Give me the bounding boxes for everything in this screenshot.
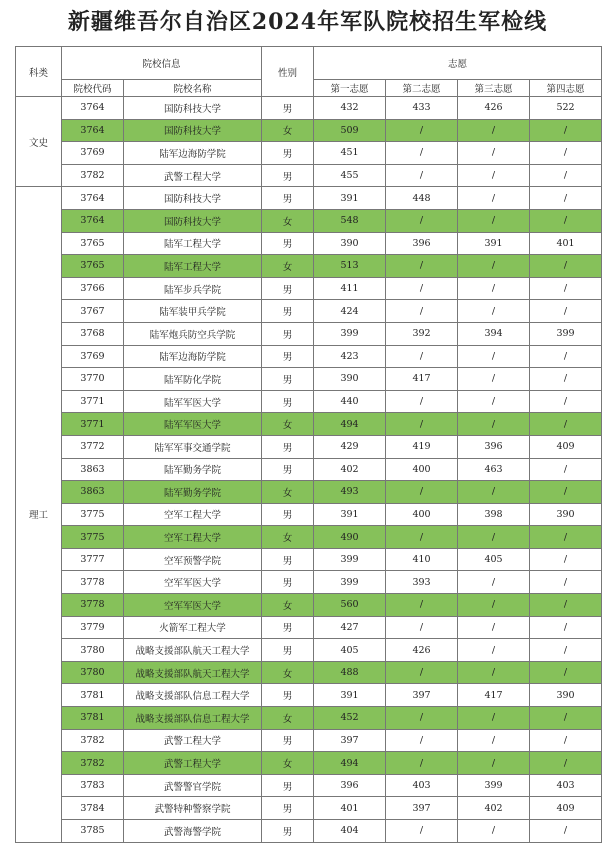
- cell-choice-3: 463: [458, 458, 530, 481]
- cell-choice-1: 399: [314, 322, 386, 345]
- cell-choice-2: 396: [386, 232, 458, 255]
- cell-name: 陆军边海防学院: [124, 345, 262, 368]
- cell-gender: 男: [262, 345, 314, 368]
- cell-name: 战略支援部队航天工程大学: [124, 639, 262, 662]
- cell-choice-3: /: [458, 526, 530, 549]
- cell-code: 3781: [62, 684, 124, 707]
- cell-name: 国防科技大学: [124, 97, 262, 120]
- cell-choice-3: /: [458, 164, 530, 187]
- table-row: [16, 481, 602, 504]
- cell-choice-2: /: [386, 390, 458, 413]
- cell-choice-3: /: [458, 119, 530, 142]
- table-row: [16, 661, 602, 684]
- table-row: [16, 187, 602, 210]
- cell-choice-2: /: [386, 345, 458, 368]
- cell-name: 陆军工程大学: [124, 232, 262, 255]
- cell-choice-2: /: [386, 142, 458, 165]
- cell-choice-3: 402: [458, 797, 530, 820]
- cell-choice-2: /: [386, 594, 458, 617]
- cell-choice-2: 419: [386, 435, 458, 458]
- cell-choice-1: 402: [314, 458, 386, 481]
- cell-name: 国防科技大学: [124, 209, 262, 232]
- cell-code: 3784: [62, 797, 124, 820]
- cell-choice-1: 548: [314, 209, 386, 232]
- table-row: [16, 435, 602, 458]
- cell-choice-4: /: [530, 187, 602, 210]
- cell-choice-1: 429: [314, 435, 386, 458]
- cell-gender: 男: [262, 458, 314, 481]
- cell-choice-3: /: [458, 300, 530, 323]
- table-row: [16, 142, 602, 165]
- cell-code: 3778: [62, 594, 124, 617]
- table-row: [16, 232, 602, 255]
- cell-choice-4: /: [530, 277, 602, 300]
- cell-choice-3: /: [458, 707, 530, 730]
- cell-code: 3764: [62, 209, 124, 232]
- header-code: 院校代码: [62, 80, 124, 97]
- table-row: [16, 458, 602, 481]
- cell-code: 3772: [62, 435, 124, 458]
- table-row: [16, 752, 602, 775]
- table-row: [16, 774, 602, 797]
- cell-name: 陆军工程大学: [124, 255, 262, 278]
- cell-gender: 男: [262, 616, 314, 639]
- cell-code: 3780: [62, 639, 124, 662]
- cell-choice-2: 400: [386, 503, 458, 526]
- cell-name: 武警特种警察学院: [124, 797, 262, 820]
- cell-choice-1: 391: [314, 684, 386, 707]
- cell-choice-4: 399: [530, 322, 602, 345]
- cell-code: 3779: [62, 616, 124, 639]
- cell-choice-4: /: [530, 729, 602, 752]
- cell-name: 武警工程大学: [124, 164, 262, 187]
- cell-choice-4: /: [530, 594, 602, 617]
- cell-choice-1: 424: [314, 300, 386, 323]
- table-row: [16, 548, 602, 571]
- cell-name: 战略支援部队信息工程大学: [124, 684, 262, 707]
- cell-name: 陆军勤务学院: [124, 481, 262, 504]
- cell-choice-1: 488: [314, 661, 386, 684]
- cell-choice-3: /: [458, 142, 530, 165]
- cell-code: 3765: [62, 255, 124, 278]
- cell-choice-2: 397: [386, 684, 458, 707]
- cell-choice-3: 417: [458, 684, 530, 707]
- cell-gender: 女: [262, 255, 314, 278]
- cell-choice-4: /: [530, 300, 602, 323]
- cell-name: 空军军医大学: [124, 594, 262, 617]
- cell-choice-3: /: [458, 345, 530, 368]
- table-row: [16, 164, 602, 187]
- table-row: [16, 571, 602, 594]
- cell-gender: 男: [262, 277, 314, 300]
- cell-gender: 男: [262, 639, 314, 662]
- cell-name: 空军工程大学: [124, 503, 262, 526]
- cell-choice-4: /: [530, 707, 602, 730]
- table-row: [16, 797, 602, 820]
- cell-code: 3770: [62, 368, 124, 391]
- cell-choice-3: /: [458, 187, 530, 210]
- table-row: [16, 209, 602, 232]
- cell-choice-4: /: [530, 820, 602, 843]
- cell-code: 3863: [62, 481, 124, 504]
- cell-choice-2: /: [386, 752, 458, 775]
- cell-choice-4: 409: [530, 435, 602, 458]
- table-row: [16, 684, 602, 707]
- cell-name: 陆军军事交通学院: [124, 435, 262, 458]
- cell-gender: 男: [262, 368, 314, 391]
- admission-score-table: [15, 46, 602, 843]
- cell-choice-1: 455: [314, 164, 386, 187]
- cell-code: 3771: [62, 413, 124, 436]
- cell-choice-1: 493: [314, 481, 386, 504]
- header-choice-2: 第二志愿: [386, 80, 458, 97]
- header-choice-1: 第一志愿: [314, 80, 386, 97]
- cell-choice-3: /: [458, 571, 530, 594]
- cell-choice-1: 440: [314, 390, 386, 413]
- cell-choice-3: /: [458, 594, 530, 617]
- cell-choice-4: /: [530, 209, 602, 232]
- cell-choice-1: 405: [314, 639, 386, 662]
- cell-gender: 男: [262, 232, 314, 255]
- cell-code: 3775: [62, 526, 124, 549]
- cell-choice-3: /: [458, 639, 530, 662]
- cell-code: 3775: [62, 503, 124, 526]
- table-row: [16, 707, 602, 730]
- cell-choice-3: /: [458, 277, 530, 300]
- cell-choice-2: 426: [386, 639, 458, 662]
- cell-choice-2: /: [386, 119, 458, 142]
- table-row: [16, 368, 602, 391]
- cell-gender: 男: [262, 322, 314, 345]
- cell-choice-2: /: [386, 300, 458, 323]
- table-row: [16, 594, 602, 617]
- cell-gender: 男: [262, 164, 314, 187]
- cell-choice-2: 397: [386, 797, 458, 820]
- cell-choice-1: 452: [314, 707, 386, 730]
- table-row: [16, 413, 602, 436]
- cell-choice-1: 396: [314, 774, 386, 797]
- cell-code: 3782: [62, 729, 124, 752]
- cell-choice-3: /: [458, 752, 530, 775]
- table-row: [16, 97, 602, 120]
- cell-choice-2: /: [386, 164, 458, 187]
- cell-choice-3: /: [458, 616, 530, 639]
- cell-choice-3: /: [458, 368, 530, 391]
- cell-choice-4: 522: [530, 97, 602, 120]
- cell-choice-2: 417: [386, 368, 458, 391]
- cell-choice-3: /: [458, 255, 530, 278]
- cell-choice-2: /: [386, 729, 458, 752]
- cell-choice-2: 400: [386, 458, 458, 481]
- cell-choice-2: 433: [386, 97, 458, 120]
- cell-gender: 女: [262, 481, 314, 504]
- category-wenshi: 文史: [16, 97, 62, 187]
- cell-choice-3: /: [458, 661, 530, 684]
- cell-choice-4: /: [530, 368, 602, 391]
- cell-choice-4: /: [530, 526, 602, 549]
- cell-choice-1: 399: [314, 571, 386, 594]
- cell-choice-4: /: [530, 548, 602, 571]
- cell-code: 3769: [62, 345, 124, 368]
- cell-choice-4: /: [530, 639, 602, 662]
- cell-code: 3769: [62, 142, 124, 165]
- header-choice-4: 第四志愿: [530, 80, 602, 97]
- cell-choice-2: /: [386, 661, 458, 684]
- cell-code: 3780: [62, 661, 124, 684]
- cell-gender: 男: [262, 571, 314, 594]
- cell-gender: 男: [262, 684, 314, 707]
- cell-gender: 女: [262, 707, 314, 730]
- cell-choice-4: 390: [530, 684, 602, 707]
- cell-gender: 男: [262, 774, 314, 797]
- cell-choice-2: /: [386, 526, 458, 549]
- cell-name: 武警海警学院: [124, 820, 262, 843]
- cell-code: 3767: [62, 300, 124, 323]
- cell-choice-1: 390: [314, 368, 386, 391]
- cell-gender: 女: [262, 661, 314, 684]
- cell-code: 3771: [62, 390, 124, 413]
- cell-name: 陆军步兵学院: [124, 277, 262, 300]
- cell-code: 3777: [62, 548, 124, 571]
- cell-gender: 男: [262, 390, 314, 413]
- cell-choice-4: /: [530, 142, 602, 165]
- cell-choice-4: /: [530, 571, 602, 594]
- cell-choice-3: /: [458, 209, 530, 232]
- cell-choice-4: /: [530, 413, 602, 436]
- cell-code: 3766: [62, 277, 124, 300]
- cell-choice-2: 392: [386, 322, 458, 345]
- cell-choice-3: 399: [458, 774, 530, 797]
- cell-code: 3781: [62, 707, 124, 730]
- cell-choice-1: 391: [314, 503, 386, 526]
- cell-choice-3: 394: [458, 322, 530, 345]
- cell-choice-2: /: [386, 820, 458, 843]
- table-row: [16, 300, 602, 323]
- cell-choice-3: /: [458, 729, 530, 752]
- cell-choice-2: 393: [386, 571, 458, 594]
- cell-choice-1: 427: [314, 616, 386, 639]
- cell-choice-1: 404: [314, 820, 386, 843]
- header-category: 科类: [16, 47, 62, 97]
- cell-name: 武警警官学院: [124, 774, 262, 797]
- cell-choice-2: /: [386, 616, 458, 639]
- cell-gender: 男: [262, 503, 314, 526]
- cell-choice-2: 448: [386, 187, 458, 210]
- table-row: [16, 345, 602, 368]
- cell-code: 3764: [62, 97, 124, 120]
- category-ligong: 理工: [16, 187, 62, 842]
- cell-choice-3: 405: [458, 548, 530, 571]
- cell-gender: 女: [262, 209, 314, 232]
- table-row: [16, 616, 602, 639]
- cell-gender: 男: [262, 548, 314, 571]
- cell-choice-3: /: [458, 481, 530, 504]
- table-row: [16, 390, 602, 413]
- cell-choice-2: /: [386, 277, 458, 300]
- cell-choice-2: 410: [386, 548, 458, 571]
- cell-choice-1: 451: [314, 142, 386, 165]
- cell-gender: 女: [262, 413, 314, 436]
- table-row: [16, 639, 602, 662]
- cell-code: 3863: [62, 458, 124, 481]
- cell-choice-3: 426: [458, 97, 530, 120]
- cell-gender: 男: [262, 142, 314, 165]
- cell-choice-1: 399: [314, 548, 386, 571]
- cell-name: 陆军边海防学院: [124, 142, 262, 165]
- cell-choice-4: /: [530, 119, 602, 142]
- cell-name: 陆军装甲兵学院: [124, 300, 262, 323]
- header-school-info: 院校信息: [62, 47, 262, 80]
- cell-name: 国防科技大学: [124, 119, 262, 142]
- cell-choice-1: 423: [314, 345, 386, 368]
- cell-choice-1: 432: [314, 97, 386, 120]
- cell-name: 火箭军工程大学: [124, 616, 262, 639]
- cell-name: 国防科技大学: [124, 187, 262, 210]
- table-row: [16, 277, 602, 300]
- cell-code: 3765: [62, 232, 124, 255]
- cell-choice-3: 396: [458, 435, 530, 458]
- table-row: [16, 729, 602, 752]
- cell-gender: 男: [262, 797, 314, 820]
- cell-choice-2: /: [386, 413, 458, 436]
- header-gender: 性别: [262, 47, 314, 97]
- cell-name: 空军预警学院: [124, 548, 262, 571]
- cell-choice-4: 403: [530, 774, 602, 797]
- cell-choice-1: 513: [314, 255, 386, 278]
- cell-choice-1: 401: [314, 797, 386, 820]
- cell-choice-2: 403: [386, 774, 458, 797]
- cell-gender: 女: [262, 752, 314, 775]
- cell-gender: 男: [262, 435, 314, 458]
- cell-gender: 女: [262, 526, 314, 549]
- cell-gender: 男: [262, 187, 314, 210]
- cell-choice-1: 494: [314, 413, 386, 436]
- cell-choice-4: /: [530, 255, 602, 278]
- cell-name: 陆军勤务学院: [124, 458, 262, 481]
- cell-name: 陆军军医大学: [124, 390, 262, 413]
- cell-choice-4: /: [530, 390, 602, 413]
- cell-code: 3764: [62, 119, 124, 142]
- cell-name: 空军工程大学: [124, 526, 262, 549]
- cell-name: 武警工程大学: [124, 752, 262, 775]
- header-choices: 志愿: [314, 47, 602, 80]
- cell-choice-2: /: [386, 255, 458, 278]
- cell-code: 3785: [62, 820, 124, 843]
- table-row: [16, 322, 602, 345]
- cell-choice-2: /: [386, 707, 458, 730]
- cell-gender: 男: [262, 729, 314, 752]
- cell-choice-1: 509: [314, 119, 386, 142]
- cell-choice-4: /: [530, 661, 602, 684]
- cell-choice-3: /: [458, 390, 530, 413]
- cell-choice-2: /: [386, 481, 458, 504]
- cell-choice-4: /: [530, 164, 602, 187]
- cell-code: 3783: [62, 774, 124, 797]
- cell-name: 陆军防化学院: [124, 368, 262, 391]
- cell-choice-1: 411: [314, 277, 386, 300]
- cell-code: 3782: [62, 752, 124, 775]
- cell-choice-4: /: [530, 616, 602, 639]
- table-row: [16, 503, 602, 526]
- cell-choice-1: 391: [314, 187, 386, 210]
- cell-choice-3: 391: [458, 232, 530, 255]
- cell-name: 战略支援部队信息工程大学: [124, 707, 262, 730]
- cell-gender: 女: [262, 594, 314, 617]
- cell-choice-1: 390: [314, 232, 386, 255]
- cell-choice-4: 390: [530, 503, 602, 526]
- cell-choice-4: /: [530, 752, 602, 775]
- cell-choice-3: /: [458, 820, 530, 843]
- cell-name: 陆军军医大学: [124, 413, 262, 436]
- cell-code: 3764: [62, 187, 124, 210]
- cell-name: 武警工程大学: [124, 729, 262, 752]
- table-row: [16, 820, 602, 843]
- table-row: [16, 255, 602, 278]
- cell-gender: 男: [262, 97, 314, 120]
- cell-choice-1: 494: [314, 752, 386, 775]
- cell-name: 战略支援部队航天工程大学: [124, 661, 262, 684]
- cell-gender: 女: [262, 119, 314, 142]
- cell-name: 空军军医大学: [124, 571, 262, 594]
- page-title: 新疆维吾尔自治区2024年军队院校招生军检线: [67, 9, 548, 35]
- cell-gender: 男: [262, 300, 314, 323]
- cell-choice-4: /: [530, 481, 602, 504]
- cell-choice-1: 397: [314, 729, 386, 752]
- cell-choice-2: /: [386, 209, 458, 232]
- table-row: [16, 526, 602, 549]
- cell-choice-4: 409: [530, 797, 602, 820]
- header-name: 院校名称: [124, 80, 262, 97]
- cell-code: 3778: [62, 571, 124, 594]
- cell-choice-3: 398: [458, 503, 530, 526]
- cell-choice-4: /: [530, 458, 602, 481]
- cell-code: 3782: [62, 164, 124, 187]
- cell-choice-4: /: [530, 345, 602, 368]
- cell-choice-1: 560: [314, 594, 386, 617]
- cell-choice-1: 490: [314, 526, 386, 549]
- cell-choice-4: 401: [530, 232, 602, 255]
- header-choice-3: 第三志愿: [458, 80, 530, 97]
- cell-gender: 男: [262, 820, 314, 843]
- cell-choice-3: /: [458, 413, 530, 436]
- cell-code: 3768: [62, 322, 124, 345]
- cell-name: 陆军炮兵防空兵学院: [124, 322, 262, 345]
- table-body: [16, 97, 602, 843]
- table-row: [16, 119, 602, 142]
